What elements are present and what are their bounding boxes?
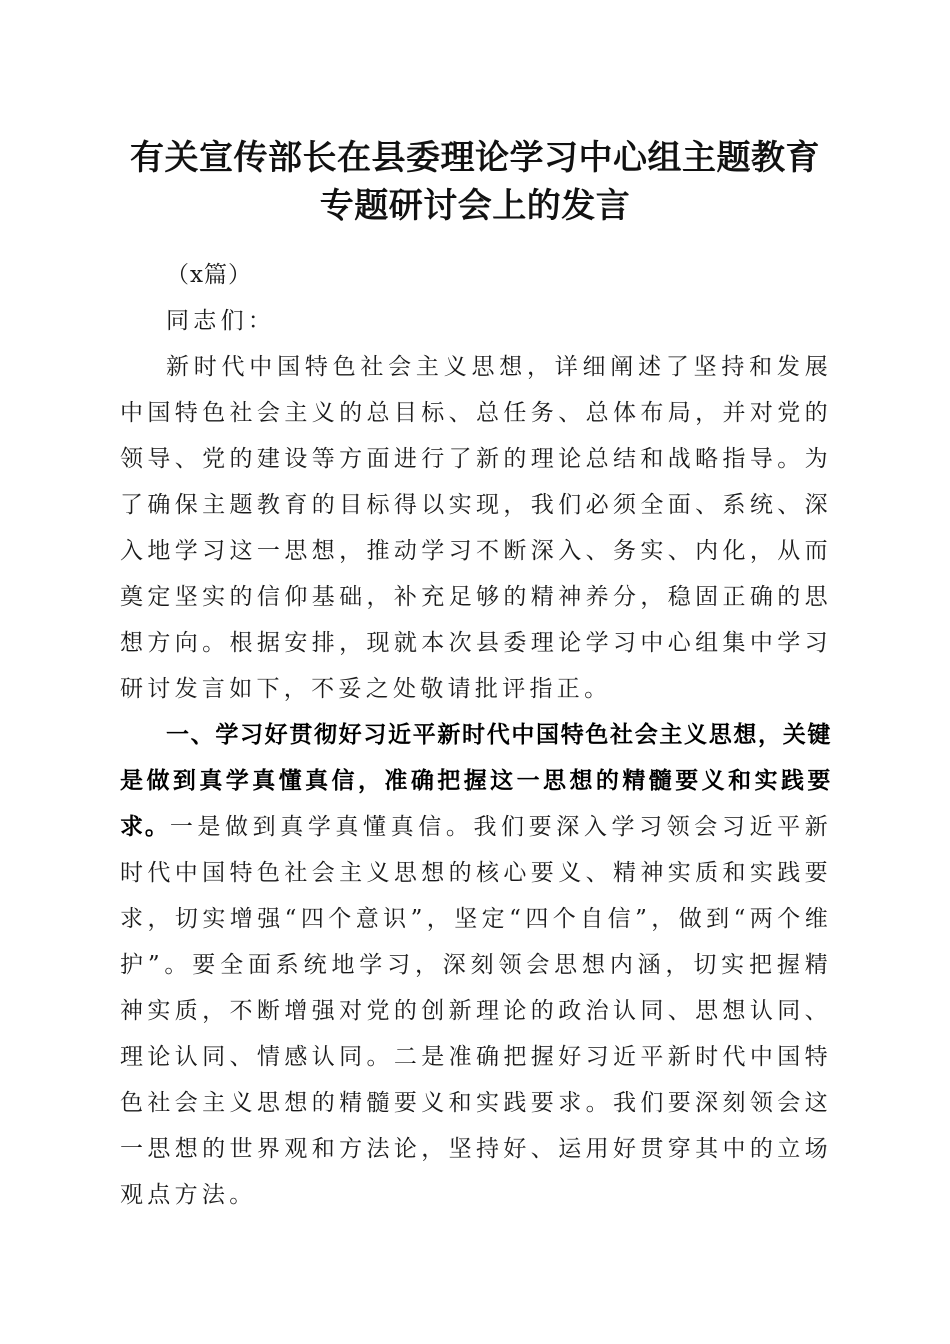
- document-title: [0, 134, 950, 230]
- greeting: 同志们：: [166, 308, 276, 334]
- title-line-2: 专题研讨会上的发言: [319, 186, 631, 226]
- title-line-1: 有关宣传部长在县委理论学习中心组主题教育: [130, 138, 820, 178]
- subtitle: （x篇）: [166, 262, 252, 288]
- document-body: [120, 252, 832, 1218]
- section-1-paragraph: [120, 712, 832, 1218]
- intro-paragraph: 新时代中国特色社会主义思想，详细阐述了坚持和发展中国特色社会主义的总目标、总任务、总体布局，并对党的领导、党的建设等方面进行了新的理论总结和战略指导。为了确保主题教育的目标得以实现，我们必须全面、系统、深入地学习这一思想，推动学习不断深入、务实、内化，从而奠定坚实的信仰基础，补充足够的精神养分，稳固正确的思想方向。根据安排，现就本次县委理论学习中心组集中学习研讨发言如下，不妥之处敬请批评指正。: [120, 354, 832, 702]
- section-1-text: 一是做到真学真懂真信。我们要深入学习领会习近平新时代中国特色社会主义思想的核心要义、精神实质和实践要求，切实增强“四个意识”，坚定“四个自信”，做到“两个维护”。要全面系统地学习，深刻领会思想内涵，切实把握精神实质，不断增强对党的创新理论的政治认同、思想认同、理论认同、情感认同。二是准确把握好习近平新时代中国特色社会主义思想的精髓要义和实践要求。我们要深刻领会这一思想的世界观和方法论，坚持好、运用好贯穿其中的立场观点方法。: [120, 814, 832, 1208]
- section-1-heading: 一、学习好贯彻好习近平新时代中国特色社会主义思想，关键是做到真学真懂真信，准确把握这一思想的精髓要义和实践要求。: [120, 722, 832, 840]
